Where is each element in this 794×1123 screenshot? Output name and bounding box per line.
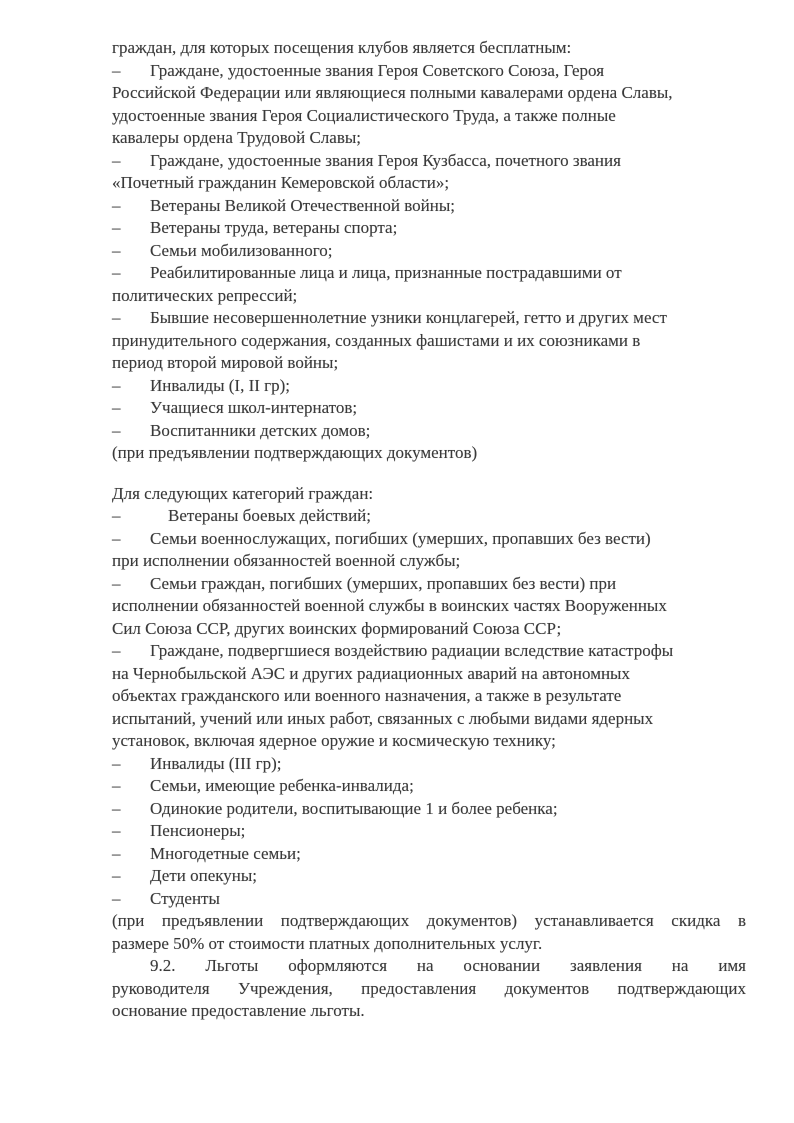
text-line	[112, 483, 746, 506]
list-item	[112, 60, 746, 83]
line-text: Семьи, имеющие ребенка-инвалида;	[150, 776, 414, 795]
list-item	[112, 240, 746, 263]
dash-marker: –	[112, 308, 121, 327]
line-text: Семьи военнослужащих, погибших (умерших, пропавших без вести)	[150, 528, 651, 548]
list-item	[112, 753, 746, 776]
text-line	[112, 685, 746, 708]
line-text: Дети опекуны;	[150, 866, 258, 885]
text-line	[112, 352, 746, 375]
line-text: основание предоставление льготы.	[112, 1001, 365, 1020]
dash-marker: –	[112, 263, 121, 282]
dash-marker: –	[112, 573, 121, 593]
line-text: политических репрессий;	[112, 285, 298, 305]
text-line	[112, 550, 746, 573]
list-item	[112, 843, 746, 866]
list-item	[112, 195, 746, 218]
line-text: объектах гражданского или военного назначения, а также в результате	[112, 686, 622, 705]
dash-marker: –	[112, 528, 121, 548]
text-line	[112, 663, 746, 686]
line-text: Инвалиды (I, II гр);	[150, 375, 291, 395]
dash-marker: –	[112, 375, 121, 395]
list-item	[112, 262, 746, 285]
line-text: Ветераны труда, ветераны спорта;	[150, 218, 398, 237]
text-line	[112, 730, 746, 753]
dash-marker: –	[112, 240, 121, 260]
line-text: исполнении обязанностей военной службы в воинских частях Вооруженных	[112, 596, 667, 615]
dash-marker: –	[112, 195, 121, 215]
blank-line	[112, 465, 746, 483]
dash-marker: –	[112, 398, 121, 417]
line-text: удостоенные звания Героя Социалистического Труда, а также полные	[112, 105, 616, 125]
list-item	[112, 307, 746, 330]
dash-marker: –	[112, 641, 121, 660]
line-text: испытаний, учений или иных работ, связанных с любыми видами ядерных	[112, 708, 654, 728]
list-item	[112, 505, 746, 528]
list-item	[112, 528, 746, 551]
dash-marker: –	[112, 218, 121, 237]
text-line	[112, 285, 746, 308]
dash-marker: –	[112, 798, 121, 818]
dash-marker: –	[112, 866, 121, 885]
line-text: Воспитанники детских домов;	[150, 420, 371, 440]
line-text: (при предъявлении подтверждающих документов)	[112, 443, 478, 462]
list-item	[112, 217, 746, 240]
list-item	[112, 397, 746, 420]
line-text: Инвалиды (III гр);	[150, 753, 282, 773]
line-text: Одинокие родители, воспитывающие 1 и более ребенка;	[150, 798, 558, 818]
dash-marker: –	[112, 843, 121, 863]
dash-marker: –	[112, 888, 121, 908]
line-text: Реабилитированные лица и лица, признанные пострадавшими от	[150, 263, 622, 282]
line-text: граждан, для которых посещения клубов является бесплатным:	[112, 38, 572, 57]
dash-marker: –	[112, 420, 121, 440]
line-text: Российской Федерации или являющиеся полными кавалерами ордена Славы,	[112, 83, 673, 102]
list-item	[112, 375, 746, 398]
line-text: Многодетные семьи;	[150, 843, 301, 863]
list-item	[112, 888, 746, 911]
dash-marker: –	[112, 753, 121, 773]
list-item	[112, 865, 746, 888]
line-text: Граждане, удостоенные звания Героя Советского Союза, Героя	[150, 60, 605, 80]
line-text: при исполнении обязанностей военной службы;	[112, 551, 461, 570]
list-item	[112, 420, 746, 443]
list-item	[112, 775, 746, 798]
text-line	[112, 82, 746, 105]
line-text: установок, включая ядерное оружие и космическую технику;	[112, 731, 556, 750]
line-text: «Почетный гражданин Кемеровской области»;	[112, 173, 450, 192]
line-text: на Чернобыльской АЭС и других радиационных аварий на автономных	[112, 663, 630, 683]
line-text: Ветераны Великой Отечественной войны;	[150, 195, 455, 215]
text-line	[112, 978, 746, 1001]
text-line	[112, 127, 746, 150]
dash-marker: –	[112, 821, 121, 840]
line-text: 9.2. Льготы оформляются на основании заявления на имя	[150, 956, 746, 975]
line-text: Пенсионеры;	[150, 821, 246, 840]
text-line	[112, 595, 746, 618]
list-item	[112, 798, 746, 821]
line-text: руководителя Учреждения, предоставления документов подтверждающих	[112, 978, 746, 998]
line-text: Учащиеся школ-интернатов;	[150, 398, 358, 417]
line-text: Семьи мобилизованного;	[150, 240, 333, 260]
list-item	[112, 820, 746, 843]
line-text: Семьи граждан, погибших (умерших, пропавших без вести) при	[150, 573, 617, 593]
document-body	[112, 37, 746, 1023]
line-text: (при предъявлении подтверждающих документов) устанавливается скидка в	[112, 911, 746, 930]
list-item	[112, 573, 746, 596]
line-text: Граждане, подвергшиеся воздействию радиации вследствие катастрофы	[150, 641, 674, 660]
text-line	[112, 37, 746, 60]
text-line	[112, 172, 746, 195]
list-item	[112, 640, 746, 663]
line-text: Студенты	[150, 888, 220, 908]
line-text: период второй мировой войны;	[112, 353, 339, 372]
dash-marker: –	[112, 60, 121, 80]
line-text: Ветераны боевых действий;	[168, 506, 371, 525]
dash-marker: –	[112, 506, 121, 525]
line-text: Сил Союза ССР, других воинских формирований Союза ССР;	[112, 618, 562, 638]
list-item	[112, 150, 746, 173]
line-text: Бывшие несовершеннолетние узники концлагерей, гетто и других мест	[150, 308, 667, 327]
text-line	[112, 330, 746, 353]
line-text: кавалеры ордена Трудовой Славы;	[112, 128, 361, 147]
line-text: Граждане, удостоенные звания Героя Кузбасса, почетного звания	[150, 150, 621, 170]
text-line	[112, 105, 746, 128]
dash-marker: –	[112, 776, 121, 795]
text-line	[112, 708, 746, 731]
text-line	[112, 910, 746, 933]
line-text: Для следующих категорий граждан:	[112, 483, 374, 503]
text-line	[112, 933, 746, 956]
text-line	[112, 955, 746, 978]
line-text: размере 50% от стоимости платных дополнительных услуг.	[112, 933, 543, 953]
dash-marker: –	[112, 150, 121, 170]
text-line	[112, 618, 746, 641]
text-line	[112, 1000, 746, 1023]
text-line	[112, 442, 746, 465]
line-text: принудительного содержания, созданных фашистами и их союзниками в	[112, 330, 641, 350]
